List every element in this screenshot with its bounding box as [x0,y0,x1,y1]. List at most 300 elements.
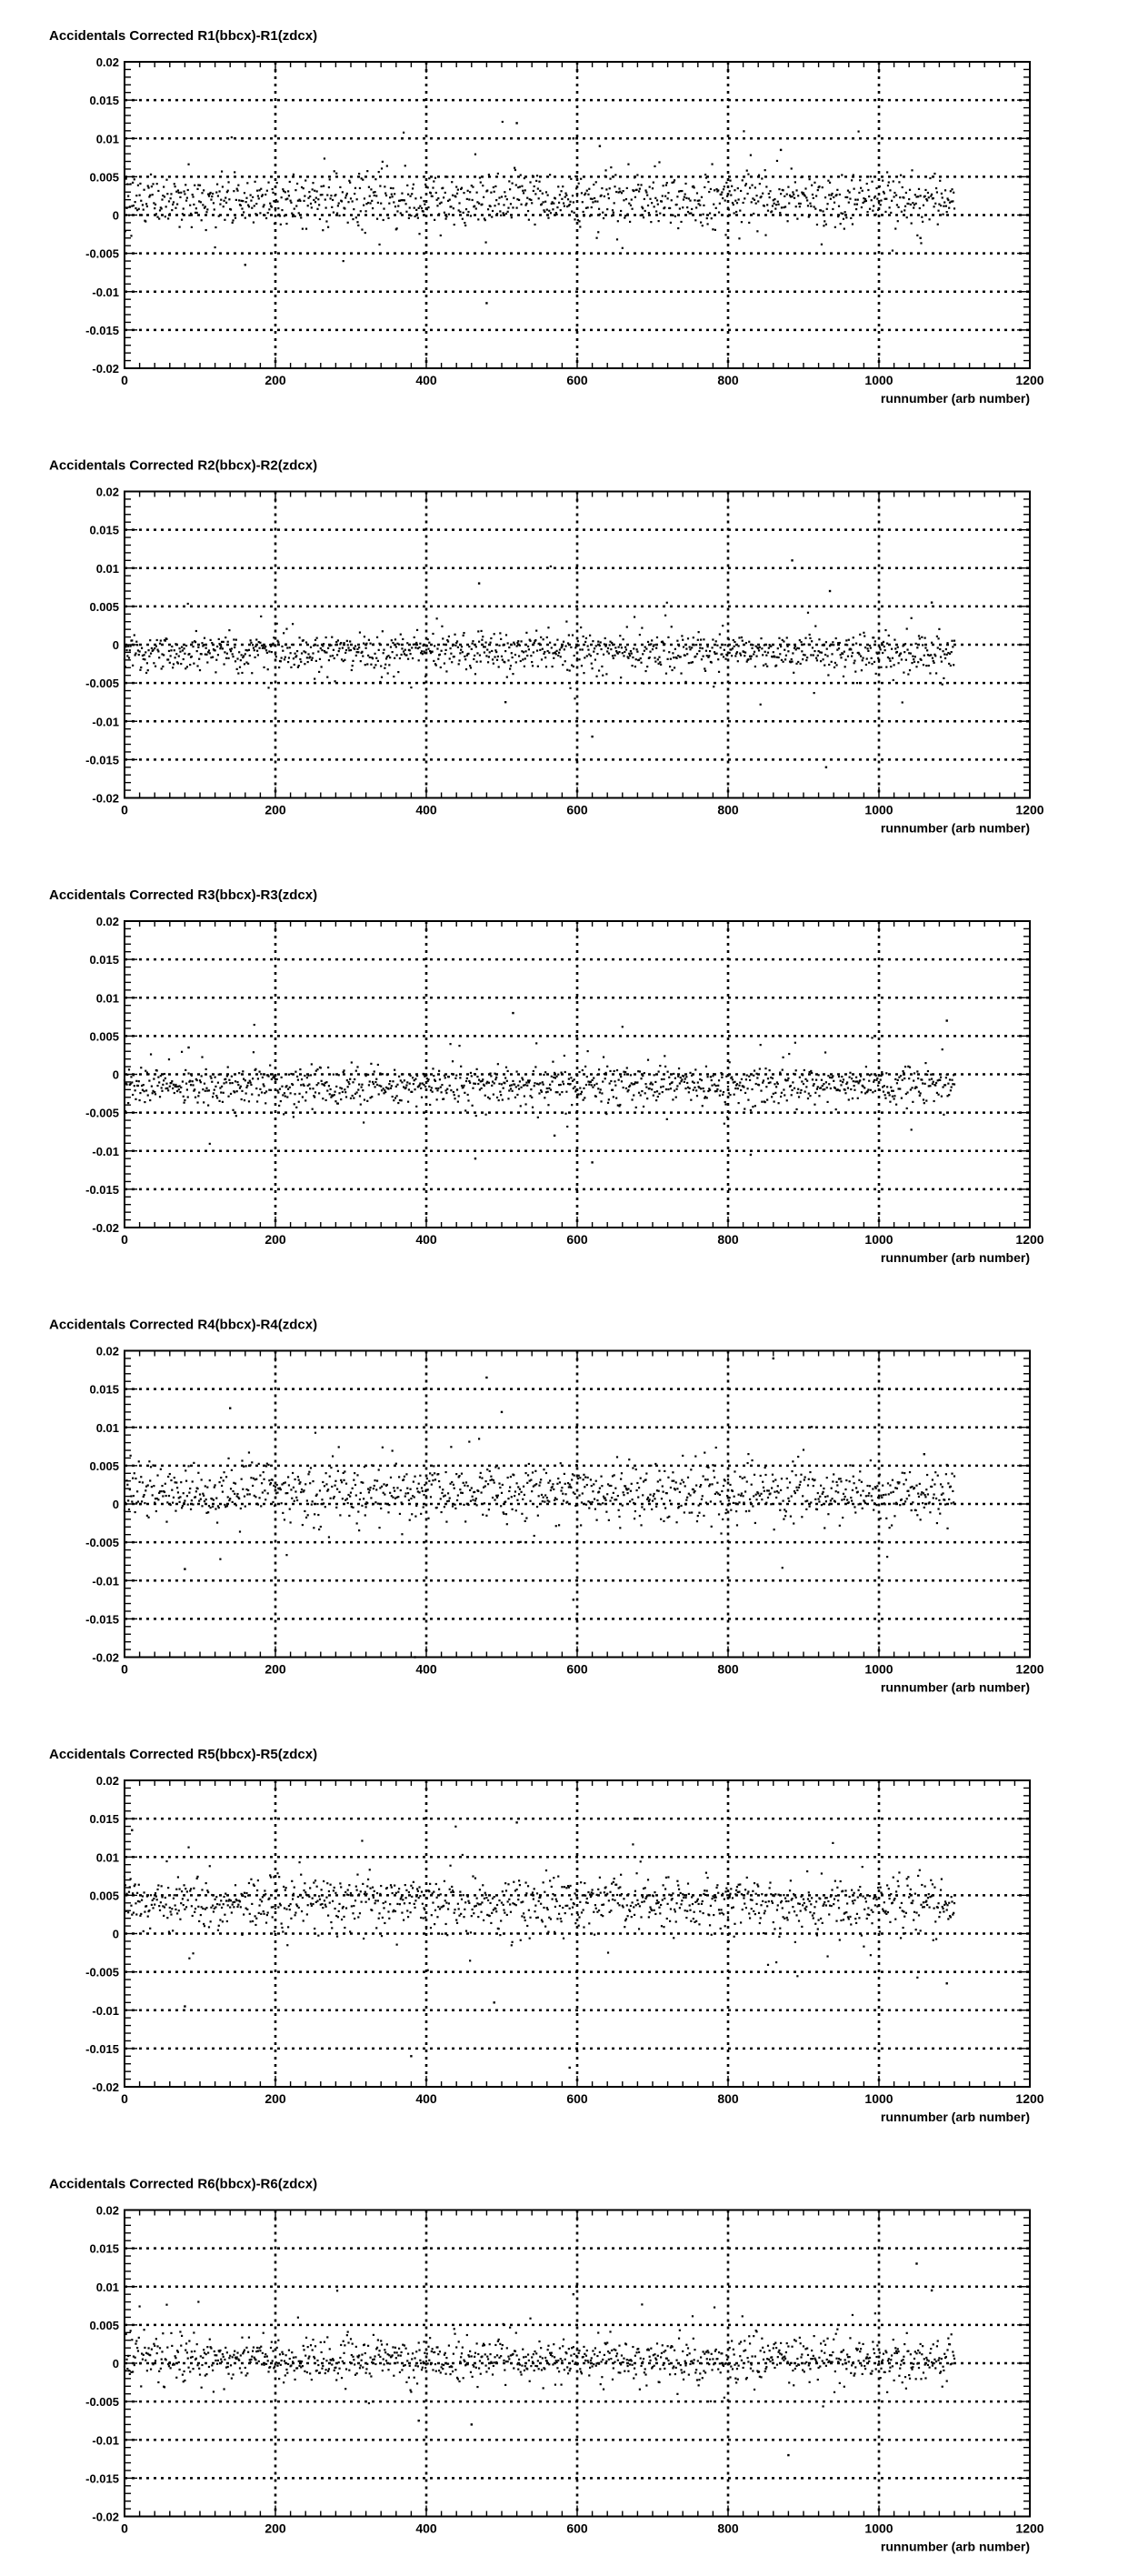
data-point [323,643,324,645]
data-point [793,672,794,674]
data-point [240,659,242,661]
data-point [237,672,239,674]
data-point [167,217,169,219]
data-point [814,692,815,694]
data-point [131,1500,133,1502]
data-point [185,645,187,647]
data-point [773,1093,774,1095]
data-point-outlier [829,590,831,592]
data-point [360,1492,362,1494]
data-point [311,206,313,208]
data-point [298,1093,300,1095]
data-point [162,1084,164,1086]
data-point [558,1524,560,1526]
data-point [524,177,525,179]
data-point [190,1509,192,1510]
data-point [766,204,768,205]
data-point [394,193,395,195]
data-point [680,656,682,657]
data-point [270,1482,272,1484]
data-point [354,187,356,189]
data-point [338,202,340,204]
data-point [260,1073,262,1075]
data-point [537,1515,539,1517]
data-point [234,171,235,173]
data-point [464,1092,465,1094]
data-point [673,1073,674,1075]
data-point [671,1081,673,1083]
data-point [644,646,646,647]
data-point [618,651,620,653]
data-point [755,195,757,196]
data-point [211,1081,213,1083]
data-point [216,646,218,647]
data-point [171,209,173,211]
data-point [924,1083,926,1085]
data-point [948,663,950,665]
data-point [411,647,413,648]
data-point [685,648,687,650]
data-point [892,249,893,251]
data-point [267,212,269,214]
data-point [507,1477,509,1478]
data-point [357,651,359,653]
data-point [916,647,918,648]
data-point [474,655,475,657]
data-point [374,653,375,655]
data-point [152,183,154,185]
x-tick-label: 0 [121,1661,128,1677]
data-point [703,214,704,216]
data-point [433,1075,434,1077]
data-point [576,657,578,659]
data-point [641,1506,643,1508]
data-point [804,644,805,646]
data-point [616,1456,618,1458]
data-point [940,1077,942,1078]
data-point [286,647,288,648]
data-point [564,1071,566,1073]
data-point [350,1098,352,1099]
data-point [499,1091,501,1093]
data-point [421,1487,423,1488]
data-point [583,1099,584,1101]
data-point [185,184,186,185]
data-point [143,1090,145,1092]
data-point [423,210,424,212]
data-point [782,1069,784,1071]
data-point [608,653,610,655]
data-point [458,1045,460,1047]
data-point [507,1498,509,1499]
data-point [721,191,723,193]
data-point [321,194,323,195]
data-point [862,190,863,192]
data-point [448,214,450,216]
data-point [428,642,430,644]
data-point [436,1098,438,1100]
data-point [574,1078,575,1080]
data-point [823,1083,824,1085]
data-point [387,655,389,657]
data-point [274,1505,275,1507]
data-point [416,1488,418,1489]
data-point [929,177,931,179]
data-point [531,1490,533,1492]
data-point [143,1496,145,1498]
data-point [408,217,410,219]
data-point [714,189,715,191]
data-point [871,1073,873,1075]
data-point [235,1482,236,1484]
data-point [513,197,514,199]
data-point [424,204,425,205]
data-point [450,205,452,207]
data-point [509,1486,511,1488]
data-point [740,190,742,192]
data-point [375,1078,377,1080]
data-point [369,657,371,658]
data-point [135,1511,136,1513]
data-point [423,200,424,202]
data-point [634,1510,636,1512]
data-point [538,1495,540,1497]
data-point [569,1083,571,1085]
data-point [809,637,811,639]
data-point [302,1096,304,1098]
data-point [937,1094,939,1096]
data-point [838,1076,840,1078]
data-point [674,1089,675,1091]
data-point [347,1081,349,1083]
data-point [550,566,552,567]
y-tick-label: 0 [112,1498,119,1511]
data-point [198,658,200,660]
data-point [833,196,834,198]
data-point [482,1078,484,1080]
data-point [412,657,414,659]
data-point [884,649,886,651]
data-point [792,191,794,193]
data-point [626,626,628,627]
data-point [563,641,564,643]
data-point [753,653,754,655]
data-point [883,1090,884,1092]
data-point [736,651,738,653]
data-point [175,1084,176,1086]
data-point [541,658,543,660]
data-point [201,219,203,221]
data-point [698,199,700,201]
data-point [854,660,855,662]
data-point [614,1085,616,1087]
data-point [223,1082,225,1084]
data-point [419,1475,421,1477]
data-point [369,643,371,645]
data-point [309,1482,311,1484]
data-point [779,212,781,214]
data-point [494,1498,495,1500]
data-point [323,1502,324,1504]
data-point [273,636,275,638]
data-point [644,1072,645,1074]
data-point [130,1076,132,1078]
data-point [538,643,540,645]
y-tick-label: 0.015 [89,953,119,967]
data-point [767,1078,769,1079]
data-point [570,178,572,180]
data-point [171,1489,173,1491]
data-point [830,1088,832,1089]
data-point [496,1497,498,1498]
data-point [415,1505,417,1507]
data-point [250,1464,252,1466]
data-point [193,1462,195,1464]
data-point [877,1085,879,1087]
data-point [270,1089,272,1091]
data-point [887,185,889,186]
data-point [825,224,827,226]
data-point [226,1505,228,1507]
data-point [675,1097,677,1098]
data-point [774,1083,775,1085]
data-point [610,1485,612,1487]
data-point [498,1083,500,1085]
data-point [466,1078,468,1079]
data-point [579,1087,581,1088]
data-point [441,1084,443,1086]
data-point [427,1518,429,1519]
data-point [764,663,766,665]
data-point [372,1503,374,1505]
data-point [607,1102,609,1104]
data-point [936,636,938,637]
data-point [563,1083,564,1085]
data-point [414,1496,415,1498]
data-point [764,1067,766,1069]
data-point [145,1089,147,1091]
data-point [412,187,414,189]
data-point [255,646,256,647]
data-point [669,1499,671,1501]
data-point [525,632,527,634]
data-point [291,1498,293,1499]
data-point [924,647,926,648]
data-point [125,230,126,232]
data-point [201,1075,203,1077]
data-point [161,667,163,669]
data-point [896,651,898,653]
data-point [421,207,423,209]
data-point [163,185,165,187]
data-point [786,220,788,222]
data-point [489,1072,491,1074]
data-point [919,637,921,639]
data-point [786,1079,788,1081]
data-point [549,1084,551,1086]
data-point [703,205,704,206]
data-point [235,660,236,662]
data-point [202,1493,204,1495]
data-point [741,1078,743,1080]
data-point [139,1099,141,1101]
data-point [602,675,604,677]
data-point [374,1081,376,1083]
data-point [236,1090,238,1092]
data-point [635,648,637,650]
data-point [312,1500,314,1502]
data-point [784,649,785,651]
data-point [278,1105,280,1107]
data-point [267,182,269,184]
data-point [831,193,833,195]
data-point [752,1106,754,1108]
data-point [737,187,739,189]
y-tick-label: 0.01 [95,1420,119,1435]
data-point [634,616,635,617]
data-point [631,653,633,655]
data-point [254,1024,255,1026]
data-point [544,1501,545,1503]
data-point [726,655,728,657]
x-tick-label: 200 [265,802,286,817]
data-point [166,1501,168,1503]
data-point [135,195,137,196]
data-point [911,1087,913,1088]
data-point [943,1114,944,1116]
data-point [164,195,165,197]
data-point [196,665,198,667]
data-point [654,197,656,199]
data-point [536,1506,538,1508]
data-point [658,220,660,222]
data-point [798,647,800,649]
data-point [432,651,434,653]
data-point [266,652,268,654]
data-point [925,1099,927,1101]
data-point [624,216,625,218]
data-point [787,186,789,188]
data-point [889,657,891,659]
y-tick-label: 0.02 [95,55,119,69]
data-point [795,663,797,665]
data-point [623,199,624,201]
data-point [194,1088,195,1090]
data-point [781,206,783,208]
data-point [472,1105,474,1107]
data-point [241,1459,243,1461]
data-point [738,198,740,200]
data-point [668,1516,670,1518]
data-point [248,1451,250,1453]
data-point [636,1081,638,1083]
data-point [564,645,566,647]
data-point [464,1485,465,1487]
data-point [705,176,707,178]
data-point [233,638,235,640]
data-point [791,1089,793,1091]
data-point [232,222,234,224]
data-point [498,645,500,647]
data-point [296,1076,298,1078]
data-point [792,652,794,654]
data-point [508,1089,510,1091]
data-point [886,643,888,645]
data-point [420,1513,422,1515]
data-point [375,1488,377,1490]
data-point [502,1098,504,1100]
chart-title: Accidentals Corrected R3(bbcx)-R3(zdcx) [49,887,318,903]
data-point [424,652,425,654]
data-point [296,183,298,185]
data-point [824,1051,826,1053]
data-point [236,668,238,670]
data-point [516,1070,518,1072]
data-point [877,209,879,211]
data-point [931,1078,933,1080]
data-point [553,657,554,659]
data-point [613,1096,614,1098]
data-point [248,649,250,651]
data-point [455,1473,457,1475]
y-tick-label: 0.02 [95,915,119,928]
data-point [334,1480,336,1482]
x-axis-label: runnumber (arb number) [880,1250,1030,1265]
data-point [583,636,584,637]
data-point [134,178,135,180]
data-point [210,198,212,200]
data-point [930,654,932,656]
data-point [231,136,233,138]
data-point [844,666,846,667]
data-point [674,179,675,181]
data-point [658,1070,660,1072]
data-point [465,1080,467,1082]
data-point [784,658,786,660]
data-point [732,647,734,649]
data-point [517,640,519,642]
data-point [864,647,866,648]
data-point [142,1481,144,1483]
data-point [444,649,446,651]
data-point [573,201,574,203]
data-point [353,208,354,210]
data-point [328,1536,330,1538]
data-point [140,1476,142,1478]
data-point [891,200,893,202]
y-tick-label: 0.005 [89,599,119,614]
data-point [943,205,944,207]
data-point [294,1103,295,1105]
data-point [275,656,277,657]
data-point [555,1525,557,1527]
data-point [374,1501,376,1503]
data-point [551,1076,553,1078]
data-point [209,652,211,654]
data-point [946,642,948,644]
data-point [872,210,873,212]
data-point [633,1094,634,1096]
data-point [821,244,823,246]
data-point [821,1079,823,1081]
data-point [321,1503,323,1505]
data-point [498,666,500,667]
data-point [170,1082,172,1084]
data-point [555,1498,557,1500]
data-point [187,1096,189,1098]
data-point [879,1089,881,1091]
data-point [307,1075,309,1077]
